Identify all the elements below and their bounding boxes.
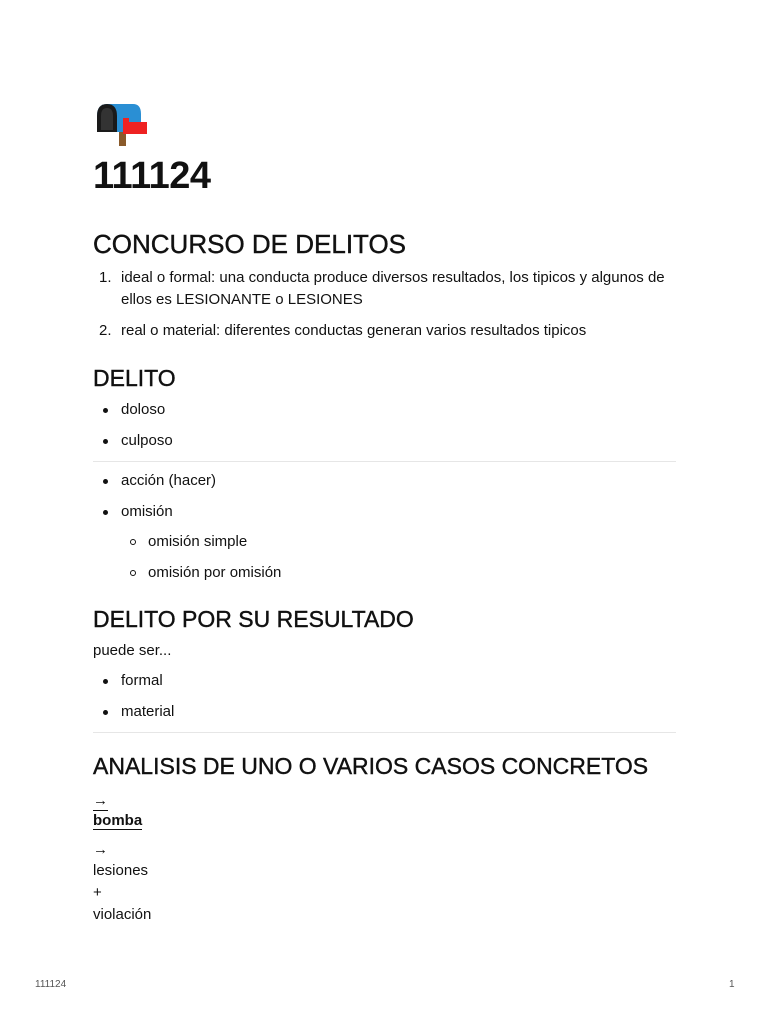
list-item-text: culposo — [121, 432, 173, 449]
mailbox-icon — [93, 100, 149, 148]
omision-sublist — [121, 531, 281, 593]
list-item-text: formal — [121, 672, 163, 689]
heading-concurso: CONCURSO DE DELITOS — [93, 229, 407, 259]
divider — [93, 461, 676, 462]
list-item-text: real o material: diferentes conductas generan varios resultados tipicos — [121, 322, 587, 339]
bomba-link-wrap[interactable] — [93, 810, 142, 832]
list-item — [93, 701, 174, 732]
arrow-right-icon: → — [93, 841, 108, 858]
footer-title: 111124 — [35, 979, 67, 990]
list-item — [93, 320, 676, 342]
bomba-link[interactable]: bomba — [93, 812, 143, 829]
heading-delito: DELITO — [93, 365, 176, 391]
list-item-text: omisión por omisión — [148, 564, 282, 581]
list-item — [93, 501, 216, 532]
violacion-text: violación — [93, 906, 152, 923]
resultado-list — [93, 670, 174, 732]
bullet — [103, 710, 108, 715]
list-item-text: material — [121, 703, 175, 720]
bullet — [103, 510, 108, 515]
list-item-text: ideal o formal: una conducta produce diversos resultados, los tipicos y algunos de ellos es LESIONANTE o LESIONES — [121, 269, 665, 308]
page-title: 111124 — [93, 155, 211, 197]
list-number: 1. — [99, 269, 112, 286]
sublist-item — [121, 562, 281, 593]
bullet-hollow — [130, 570, 136, 576]
plus-text: + — [93, 884, 102, 901]
heading-analisis: ANALISIS DE UNO O VARIOS CASOS CONCRETOS — [93, 753, 649, 779]
lesiones-text: lesiones — [93, 862, 149, 879]
heading-resultado: DELITO POR SU RESULTADO — [93, 606, 414, 632]
bullet — [103, 479, 108, 484]
list-item — [93, 399, 173, 430]
list-item — [93, 470, 216, 501]
arrow-link[interactable] — [93, 790, 108, 812]
list-item — [93, 670, 174, 701]
page-number: 1 — [729, 979, 735, 990]
list-item — [93, 267, 676, 311]
list-item-text: doloso — [121, 401, 166, 418]
bullet — [103, 679, 108, 684]
bullet — [103, 439, 108, 444]
resultado-intro: puede ser... — [93, 642, 172, 659]
bullet-hollow — [130, 539, 136, 545]
list-item-text: omisión — [121, 503, 173, 520]
list-item — [93, 430, 173, 461]
list-item-text: acción (hacer) — [121, 472, 217, 489]
delito-list-2 — [93, 470, 216, 532]
list-number: 2. — [99, 322, 112, 339]
list-item-text: omisión simple — [148, 533, 248, 550]
bullet — [103, 408, 108, 413]
divider — [93, 732, 676, 733]
arrow-right-icon[interactable]: → — [93, 792, 108, 809]
sublist-item — [121, 531, 281, 562]
delito-list-1 — [93, 399, 173, 461]
concurso-list — [93, 267, 676, 351]
